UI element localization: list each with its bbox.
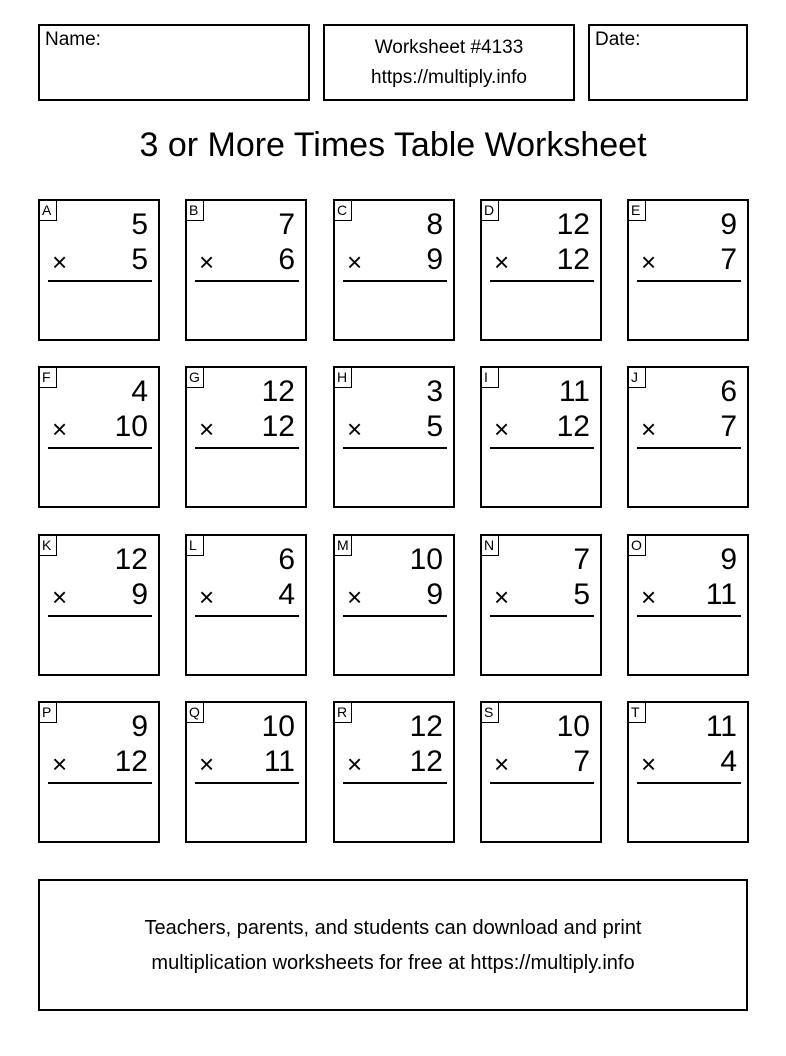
problem-cell[interactable]: [333, 366, 455, 508]
multiply-sign: ×: [199, 247, 215, 277]
problem-letter: H: [334, 367, 352, 388]
answer-line: [48, 280, 152, 282]
problem-letter: G: [186, 367, 204, 388]
problem-cell[interactable]: [627, 534, 749, 676]
answer-line: [637, 280, 741, 282]
problem-letter: J: [628, 367, 646, 388]
problem-letter: I: [481, 367, 499, 388]
problem-multiplier: 5: [426, 410, 443, 443]
problem-grid: [38, 199, 749, 843]
problem-multiplier: 10: [114, 410, 148, 443]
problem-letter: E: [628, 200, 646, 221]
answer-line: [343, 447, 447, 449]
problem-multiplier: 9: [426, 243, 443, 276]
problem-multiplicand: 6: [278, 543, 295, 576]
problem-multiplier: 12: [261, 410, 295, 443]
problem-multiplicand: 12: [409, 710, 443, 743]
problem-cell[interactable]: [627, 366, 749, 508]
problem-letter: A: [39, 200, 57, 221]
problem-letter: K: [39, 535, 57, 556]
multiply-sign: ×: [494, 414, 510, 444]
page-title: 3 or More Times Table Worksheet: [139, 126, 647, 164]
problem-multiplier: 12: [409, 745, 443, 778]
multiply-sign: ×: [641, 582, 657, 612]
multiply-sign: ×: [494, 582, 510, 612]
multiply-sign: ×: [52, 582, 68, 612]
problem-multiplier: 7: [720, 410, 737, 443]
problem-multiplier: 4: [278, 578, 295, 611]
answer-line: [343, 615, 447, 617]
problem-multiplicand: 12: [556, 208, 590, 241]
problem-multiplier: 9: [426, 578, 443, 611]
worksheet-number: Worksheet #4133: [374, 37, 524, 58]
problem-cell[interactable]: [333, 199, 455, 341]
problem-letter: P: [39, 702, 57, 723]
problem-multiplicand: 12: [261, 375, 295, 408]
problem-letter: L: [186, 535, 204, 556]
multiply-sign: ×: [199, 414, 215, 444]
problem-multiplicand: 10: [409, 543, 443, 576]
problem-multiplier: 12: [556, 410, 590, 443]
problem-multiplier: 7: [720, 243, 737, 276]
problem-letter: R: [334, 702, 352, 723]
footer-line-1: Teachers, parents, and students can download and print: [144, 917, 642, 939]
problem-multiplier: 11: [263, 745, 295, 778]
answer-line: [490, 447, 594, 449]
problem-multiplier: 12: [114, 745, 148, 778]
answer-line: [637, 447, 741, 449]
multiply-sign: ×: [641, 247, 657, 277]
problem-letter: T: [628, 702, 646, 723]
problem-multiplier: 12: [556, 243, 590, 276]
answer-line: [490, 782, 594, 784]
problem-multiplicand: 9: [720, 208, 737, 241]
problem-multiplicand: 3: [426, 375, 443, 408]
problem-multiplicand: 9: [131, 710, 148, 743]
multiply-sign: ×: [494, 247, 510, 277]
problem-cell[interactable]: [480, 534, 602, 676]
problem-letter: D: [481, 200, 499, 221]
name-label: Name:: [45, 29, 101, 50]
answer-line: [195, 280, 299, 282]
date-label: Date:: [595, 29, 641, 50]
multiply-sign: ×: [494, 749, 510, 779]
problem-multiplier: 4: [720, 745, 737, 778]
worksheet-url: https://multiply.info: [371, 67, 527, 88]
problem-multiplier: 5: [573, 578, 590, 611]
problem-cell[interactable]: [38, 701, 160, 843]
footer-box: [38, 879, 748, 1011]
multiply-sign: ×: [52, 749, 68, 779]
answer-line: [48, 447, 152, 449]
answer-line: [490, 615, 594, 617]
answer-line: [490, 280, 594, 282]
problem-cell[interactable]: [185, 701, 307, 843]
multiply-sign: ×: [347, 414, 363, 444]
problem-multiplicand: 7: [573, 543, 590, 576]
answer-line: [343, 280, 447, 282]
multiply-sign: ×: [641, 414, 657, 444]
problem-cell[interactable]: [185, 534, 307, 676]
problem-cell[interactable]: [185, 366, 307, 508]
problem-cell[interactable]: [627, 701, 749, 843]
footer-line-2: multiplication worksheets for free at https://multiply.info: [151, 952, 635, 974]
problem-multiplicand: 8: [426, 208, 443, 241]
multiply-sign: ×: [199, 749, 215, 779]
problem-letter: C: [334, 200, 352, 221]
name-field[interactable]: [38, 24, 310, 101]
answer-line: [195, 782, 299, 784]
problem-letter: B: [186, 200, 204, 221]
problem-cell[interactable]: [480, 366, 602, 508]
multiply-sign: ×: [347, 749, 363, 779]
problem-multiplicand: 4: [131, 375, 148, 408]
problem-multiplier: 5: [131, 243, 148, 276]
multiply-sign: ×: [347, 247, 363, 277]
problem-cell[interactable]: [38, 199, 160, 341]
problem-multiplicand: 11: [705, 710, 737, 743]
multiply-sign: ×: [52, 247, 68, 277]
problem-letter: O: [628, 535, 646, 556]
problem-cell[interactable]: [333, 701, 455, 843]
problem-multiplicand: 6: [720, 375, 737, 408]
problem-letter: S: [481, 702, 499, 723]
answer-line: [637, 782, 741, 784]
answer-line: [48, 615, 152, 617]
problem-multiplicand: 10: [556, 710, 590, 743]
problem-letter: F: [39, 367, 57, 388]
multiply-sign: ×: [641, 749, 657, 779]
problem-cell[interactable]: [627, 199, 749, 341]
problem-multiplicand: 7: [278, 208, 295, 241]
problem-cell[interactable]: [480, 199, 602, 341]
problem-multiplier: 9: [131, 578, 148, 611]
problem-multiplicand: 5: [131, 208, 148, 241]
problem-letter: N: [481, 535, 499, 556]
multiply-sign: ×: [52, 414, 68, 444]
problem-multiplicand: 11: [558, 375, 590, 408]
problem-multiplier: 11: [705, 578, 737, 611]
multiply-sign: ×: [347, 582, 363, 612]
problem-cell[interactable]: [480, 701, 602, 843]
answer-line: [343, 782, 447, 784]
answer-line: [195, 615, 299, 617]
problem-cell[interactable]: [333, 534, 455, 676]
problem-multiplier: 7: [573, 745, 590, 778]
problem-cell[interactable]: [38, 534, 160, 676]
problem-multiplier: 6: [278, 243, 295, 276]
worksheet-info-box: [323, 24, 575, 101]
answer-line: [637, 615, 741, 617]
problem-cell[interactable]: [38, 366, 160, 508]
multiply-sign: ×: [199, 582, 215, 612]
problem-letter: M: [334, 535, 352, 556]
date-field[interactable]: [588, 24, 748, 101]
problem-multiplicand: 10: [261, 710, 295, 743]
problem-multiplicand: 12: [114, 543, 148, 576]
answer-line: [48, 782, 152, 784]
problem-multiplicand: 9: [720, 543, 737, 576]
problem-cell[interactable]: [185, 199, 307, 341]
answer-line: [195, 447, 299, 449]
problem-letter: Q: [186, 702, 204, 723]
